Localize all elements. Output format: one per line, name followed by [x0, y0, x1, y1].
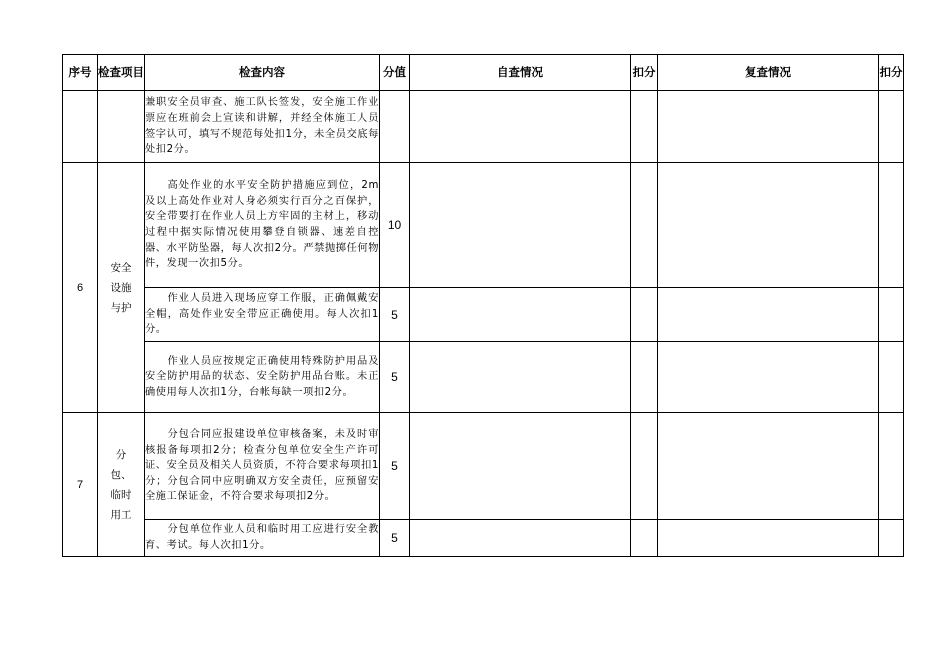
score-cell: 10	[380, 163, 410, 288]
header-seq: 序号	[63, 55, 98, 91]
score-cell: 5	[380, 413, 410, 520]
score-cell: 5	[380, 520, 410, 557]
item-label: 分包、临时用工	[110, 448, 132, 521]
deduct-cell[interactable]	[631, 520, 658, 557]
deduct-cell[interactable]	[631, 91, 658, 163]
score-cell	[380, 91, 410, 163]
deduct-cell[interactable]	[631, 413, 658, 520]
content-text: 分包合同应报建设单位审核备案，未及时审核报备每项扣2分；检查分包单位安全生产许可证、安全员及相关人员资质，不符合要求每项扣1分；分包合同中应明确双方安全责任，应预留安全施工保证金，不符合要求每项扣2分。	[145, 429, 379, 503]
header-deduct-2: 扣分	[879, 55, 904, 91]
deduct-cell[interactable]	[631, 163, 658, 288]
item-cell	[98, 91, 145, 163]
content-cell	[145, 163, 380, 288]
seq-cell: 6	[63, 163, 98, 413]
self-check-cell[interactable]	[410, 342, 631, 413]
header-deduct-1: 扣分	[631, 55, 658, 91]
header-score: 分值	[380, 55, 410, 91]
deduct-cell[interactable]	[879, 520, 904, 557]
content-text: 兼职安全员审查、施工队长签发，安全施工作业票应在班前会上宣读和讲解，并经全体施工人员签字认可，填写不规范每处扣1分，未全员交底每处扣2分。	[145, 97, 379, 156]
header-row	[63, 55, 904, 91]
recheck-cell[interactable]	[658, 288, 879, 342]
item-cell	[98, 413, 145, 557]
seq-cell	[63, 91, 98, 163]
self-check-cell[interactable]	[410, 91, 631, 163]
deduct-cell[interactable]	[631, 342, 658, 413]
content-text: 作业人员进入现场应穿工作服，正确佩戴安全帽，高处作业安全带应正确使用。每人次扣1分。	[145, 293, 379, 336]
content-text: 高处作业的水平安全防护措施应到位，2m及以上高处作业对人身必须实行百分之百保护，安全带要打在作业人员上方牢固的主材上，移动过程中据实际情况使用攀登自锁器、速差自控器、水平防坠器，每人次扣2分。严禁抛掷任何物件，发现一次扣5分。	[145, 180, 379, 270]
content-cell	[145, 520, 380, 557]
self-check-cell[interactable]	[410, 413, 631, 520]
header-self-check: 自查情况	[410, 55, 631, 91]
item-cell	[98, 163, 145, 413]
table-row	[63, 288, 904, 342]
recheck-cell[interactable]	[658, 520, 879, 557]
header-content: 检查内容	[145, 55, 380, 91]
seq-cell: 7	[63, 413, 98, 557]
deduct-cell[interactable]	[631, 288, 658, 342]
content-cell	[145, 342, 380, 413]
content-cell	[145, 91, 380, 163]
content-cell	[145, 288, 380, 342]
deduct-cell[interactable]	[879, 288, 904, 342]
table-row	[63, 163, 904, 288]
self-check-cell[interactable]	[410, 520, 631, 557]
recheck-cell[interactable]	[658, 163, 879, 288]
content-cell	[145, 413, 380, 520]
recheck-cell[interactable]	[658, 91, 879, 163]
table-row	[63, 91, 904, 163]
deduct-cell[interactable]	[879, 91, 904, 163]
header-item: 检查项目	[98, 55, 145, 91]
table-row	[63, 342, 904, 413]
score-cell: 5	[380, 342, 410, 413]
inspection-table	[62, 54, 904, 557]
self-check-cell[interactable]	[410, 163, 631, 288]
content-text: 作业人员应按规定正确使用特殊防护用品及安全防护用品的状态、安全防护用品台账。未正确使用每人次扣1分，台帐每缺一项扣2分。	[145, 355, 379, 398]
table-row	[63, 520, 904, 557]
recheck-cell[interactable]	[658, 413, 879, 520]
deduct-cell[interactable]	[879, 342, 904, 413]
score-cell: 5	[380, 288, 410, 342]
header-recheck: 复查情况	[658, 55, 879, 91]
deduct-cell[interactable]	[879, 163, 904, 288]
content-text: 分包单位作业人员和临时用工应进行安全教育、考试。每人次扣1分。	[145, 524, 379, 551]
recheck-cell[interactable]	[658, 342, 879, 413]
table-row	[63, 413, 904, 520]
self-check-cell[interactable]	[410, 288, 631, 342]
item-label: 安全设施与护	[110, 261, 132, 314]
deduct-cell[interactable]	[879, 413, 904, 520]
